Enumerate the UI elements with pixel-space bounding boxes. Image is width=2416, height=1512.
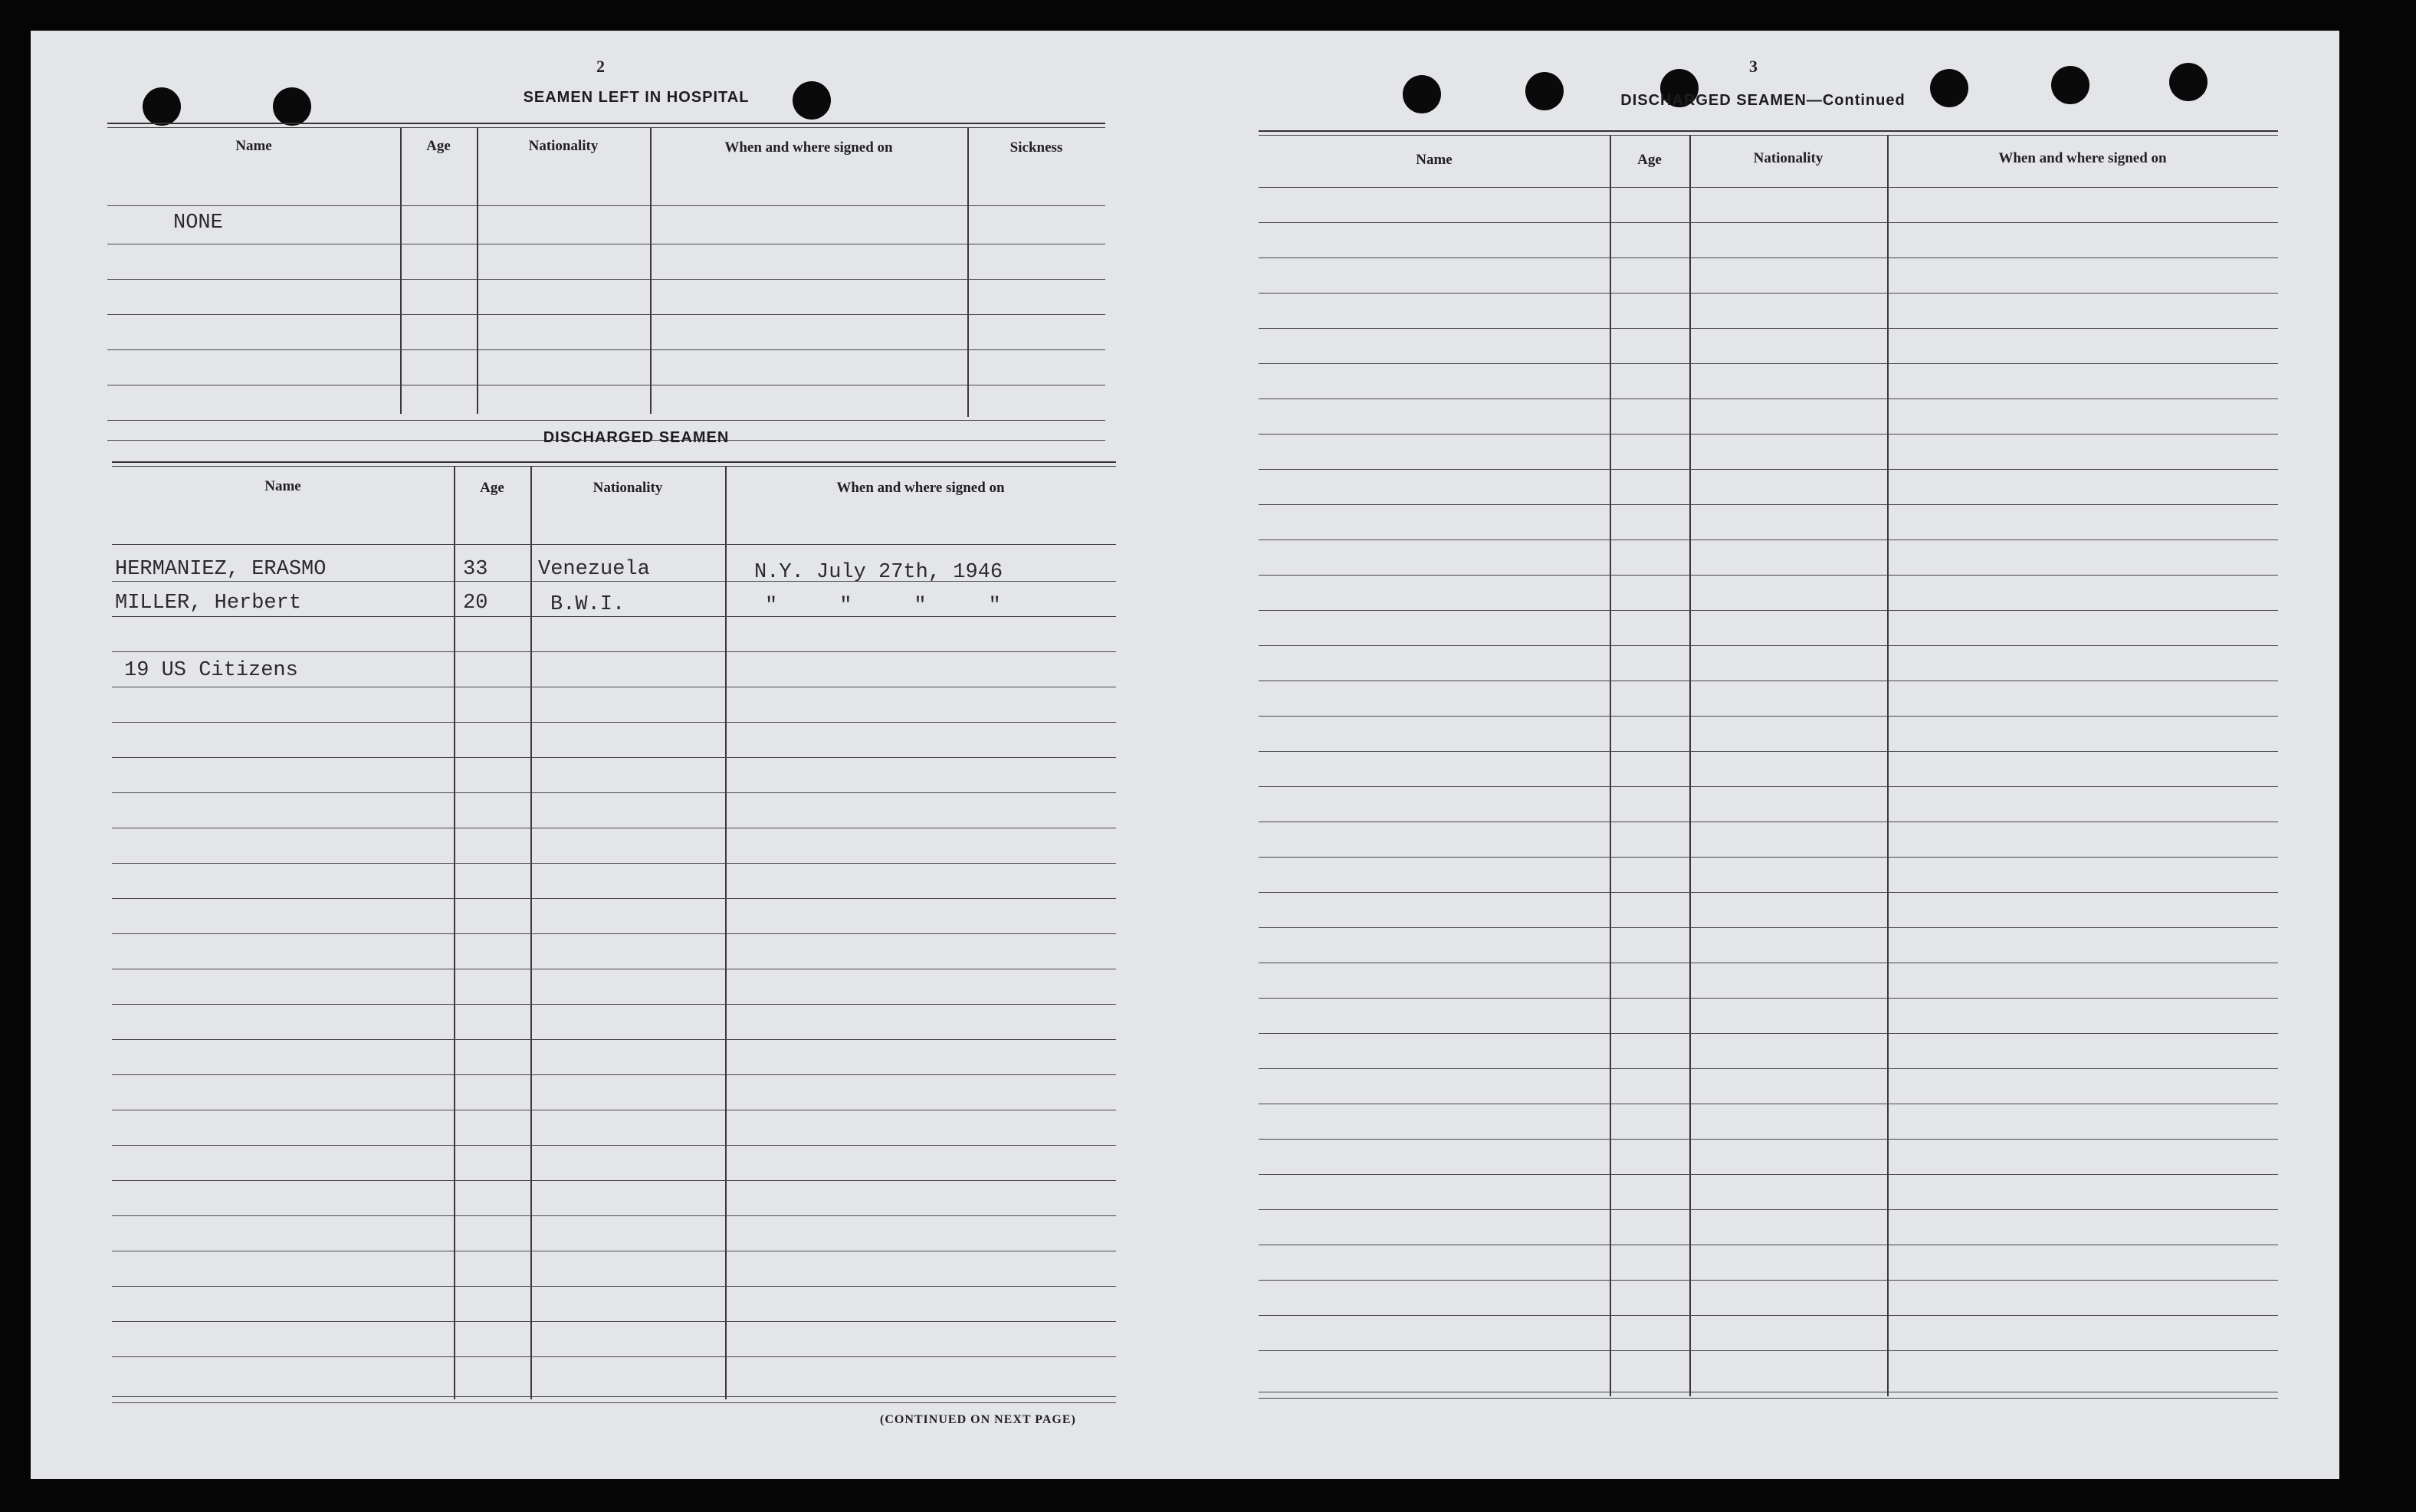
discharged-section-title: DISCHARGED SEAMEN [543,429,730,446]
punch-hole [273,87,311,126]
punch-hole [1403,75,1441,113]
seaman-age: 33 [463,558,488,581]
seaman-signed-on: N.Y. July 27th, 1946 [754,561,1003,584]
col-header-age: Age [480,480,504,496]
seaman-age: 20 [463,592,488,615]
col-header-sickness: Sickness [1009,139,1063,156]
hospital-section-title: SEAMEN LEFT IN HOSPITAL [523,89,750,106]
punch-hole [1525,72,1564,110]
hospital-entry: NONE [173,212,223,235]
citizens-note: 19 US Citizens [124,659,298,682]
col-header-nationality: Nationality [528,138,599,154]
col-header-name: Name [264,478,301,494]
col-header-age: Age [426,138,451,154]
hospital-table [107,123,1105,444]
page-number: 2 [596,57,605,76]
col-header-signed-on: When and where signed on [1998,150,2167,166]
col-header-nationality: Nationality [1753,150,1823,166]
col-header-name: Name [1416,152,1453,168]
discharged-continued-title: DISCHARGED SEAMEN—Continued [1620,92,1906,109]
col-header-signed-on: When and where signed on [836,480,1005,496]
col-header-age: Age [1637,152,1662,168]
col-header-nationality: Nationality [593,480,663,496]
continued-note: (CONTINUED ON NEXT PAGE) [880,1413,1076,1426]
discharged-continued-table [1259,130,2278,1448]
page-number: 3 [1749,57,1758,76]
document-sheet [31,31,2339,1479]
punch-hole [2051,66,2089,104]
col-header-signed-on: When and where signed on [724,139,893,156]
seaman-nationality: B.W.I. [550,593,625,616]
punch-hole [143,87,181,126]
seaman-name: HERMANIEZ, ERASMO [115,558,327,581]
col-header-name: Name [235,138,272,154]
seaman-signed-on: " " " " [765,595,1001,618]
seaman-name: MILLER, Herbert [115,592,302,615]
punch-hole [2169,63,2208,101]
discharged-table [112,461,1116,1442]
seaman-nationality: Venezuela [538,558,650,581]
